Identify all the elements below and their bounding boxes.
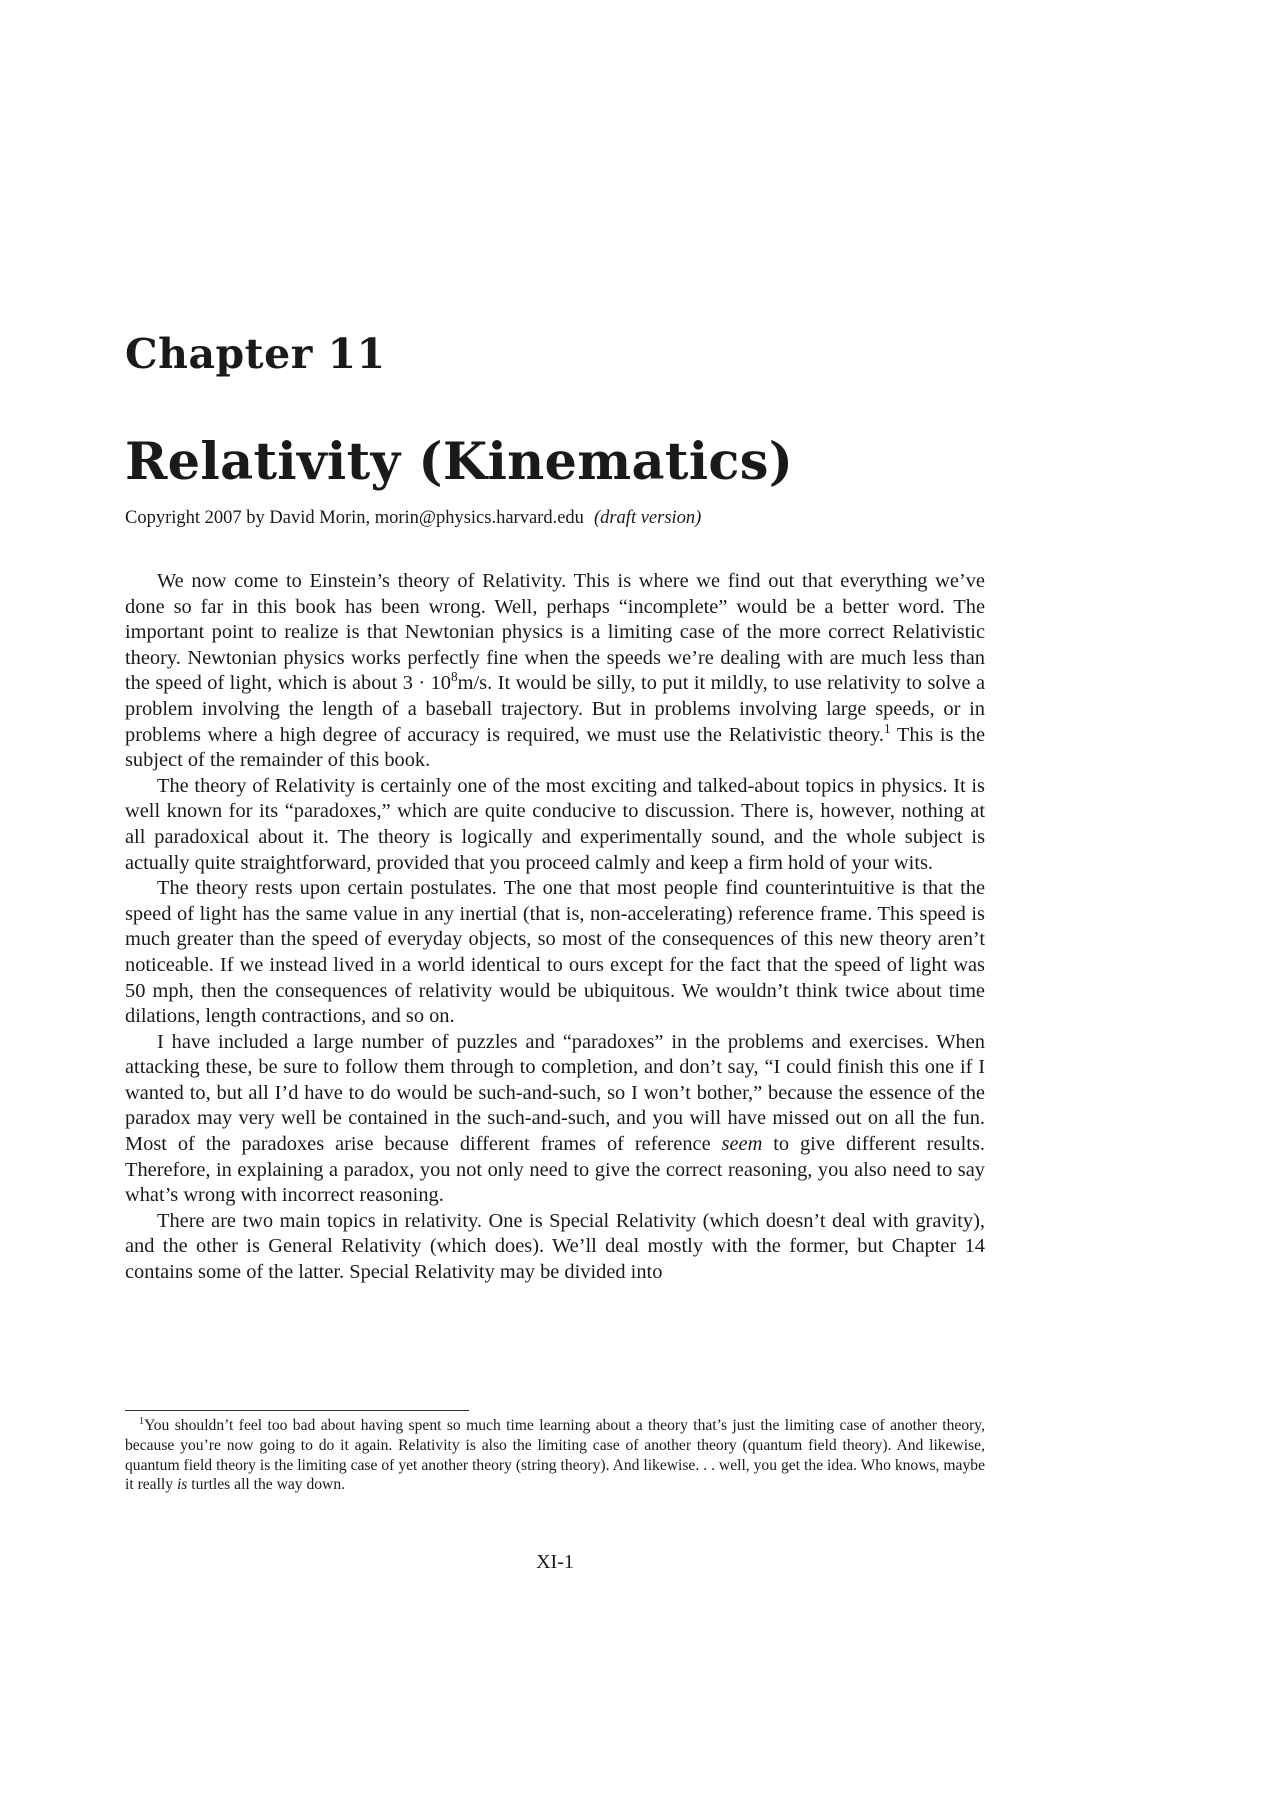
draft-version-note: (draft version) <box>593 508 702 528</box>
paragraph-1-part-b: m/s. It would be silly, to put it mildly, to use relativity to solve a problem involving the length of a baseball trajectory. But in problems involving large speeds, or in problems where a high degree of accuracy is required, we must use the Relativistic theory. <box>125 672 986 746</box>
footnote-1 <box>125 1416 985 1495</box>
footnote-text-b: turtles all the way down. <box>187 1476 346 1494</box>
footnote-ref-1[interactable]: 1 <box>883 720 891 736</box>
copyright-line <box>125 508 701 529</box>
paragraph-1 <box>125 569 985 774</box>
footnote-divider <box>125 1410 469 1411</box>
footnote-text-a: You shouldn’t feel too bad about having spent so much time learning about a theory that’s just the limiting case of another theory, because you’re now going to do it again. Relativity is also the limiting case of another theory (quantum field theory). And likewise, quantum field theory is the limiting case of yet another theory (string theory). And likewise. . . well, you get the idea. Who knows, maybe it really <box>125 1417 985 1494</box>
paragraph-1-part-c: This is the subject of the remainder of this book. <box>125 723 986 772</box>
paragraph-4-part-a: I have included a large number of puzzles and “paradoxes” in the problems and exercises. When attacking these, be sure to follow them through to completion, and don’t say, “I could finish this one if I wanted to, but all I’d have to do would be such-and-such, so I won’t bother,” because the essence of the paradox may very well be contained in the such-and-such, and you will have missed out on all the fun. Most of the paradoxes arise because different frames of reference <box>125 1030 985 1156</box>
paragraph-4-part-b: to give different results. Therefore, in explaining a paradox, you not only need to give the correct reasoning, you also need to say what’s wrong with incorrect reasoning. <box>125 1133 985 1207</box>
copyright-text: Copyright 2007 by David Morin, morin@physics.harvard.edu <box>125 508 584 528</box>
footnote-emphasis: is <box>176 1476 188 1494</box>
document-page <box>125 0 985 1811</box>
chapter-label: Chapter 11 <box>125 330 386 378</box>
body-text <box>125 569 985 1286</box>
page-number: XI-1 <box>536 1551 574 1573</box>
paragraph-4 <box>125 1030 985 1209</box>
exponent: 8 <box>451 669 458 685</box>
footnote-mark: 1 <box>139 1415 145 1427</box>
paragraph-5: There are two main topics in relativity. One is Special Relativity (which doesn’t deal with gravity), and the other is General Relativity (which does). We’ll deal mostly with the former, but Chapter 14 contains some of the latter. Special Relativity may be divided into <box>125 1209 985 1284</box>
paragraph-2: The theory of Relativity is certainly one of the most exciting and talked-about topics in physics. It is well known for its “paradoxes,” which are quite conducive to discussion. There is, however, nothing at all paradoxical about it. The theory is logically and experimentally sound, and the whole subject is actually quite straightforward, provided that you proceed calmly and keep a firm hold of your wits. <box>125 774 985 874</box>
paragraph-1-part-a: We now come to Einstein’s theory of Relativity. This is where we find out that everything we’ve done so far in this book has been wrong. Well, perhaps “incomplete” would be a better word. The important point to realize is that Newtonian physics is a limiting case of the more correct Relativistic theory. Newtonian physics works perfectly fine when the speeds we’re dealing with are much less than the speed of light, which is about 3 · 10 <box>125 570 985 695</box>
emphasis-seem: seem <box>721 1133 763 1156</box>
paragraph-3: The theory rests upon certain postulates. The one that most people find counterintuitive is that the speed of light has the same value in any inertial (that is, non-accelerating) reference frame. This speed is much greater than the speed of everyday objects, so most of the consequences of this new theory aren’t noticeable. If we instead lived in a world identical to ours except for the fact that the speed of light was 50 mph, then the consequences of relativity would be ubiquitous. We wouldn’t think twice about time dilations, length contractions, and so on. <box>125 877 985 1028</box>
chapter-title: Relativity (Kinematics) <box>125 432 794 492</box>
